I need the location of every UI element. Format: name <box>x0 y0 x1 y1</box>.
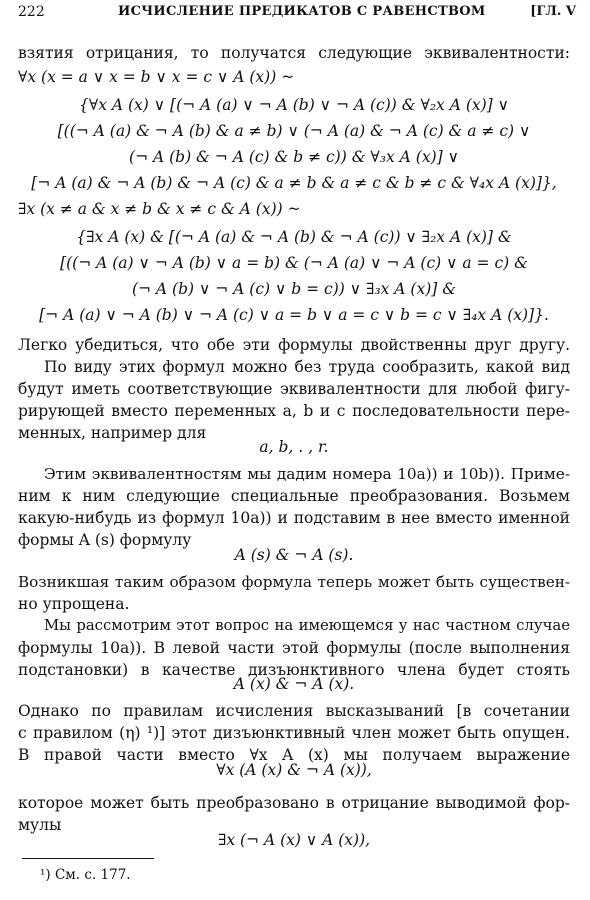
formula-line: [((¬ A (a) & ¬ A (b) & a ≠ b) ∨ (¬ A (a) & ¬ A (c) & a ≠ c) ∨ <box>57 122 531 140</box>
text-line: менных, например для <box>18 424 207 442</box>
text-line: В правой части вместо ∀x A (x) мы получаем выражение <box>18 746 570 764</box>
formula-line: (¬ A (b) ∨ ¬ A (c) ∨ b = c)) ∨ ∃₃x A (x)] & <box>131 280 457 298</box>
formula-line: [¬ A (a) ∨ ¬ A (b) ∨ ¬ A (c) ∨ a = b ∨ a = c ∨ b = c ∨ ∃₄x A (x)]}. <box>39 306 549 324</box>
formula-line: ∀x (x = a ∨ x = b ∨ x = c ∨ A (x)) ~ <box>18 68 295 86</box>
formula-line: [((¬ A (a) ∨ ¬ A (b) ∨ a = b) & (¬ A (a) ∨ ¬ A (c) ∨ a = c) & <box>60 254 528 272</box>
text-line: но упрощена. <box>18 595 130 613</box>
text-line: с правилом (η) ¹)] этот дизъюнктивный член может быть опущен. <box>18 724 570 742</box>
text-line: формы A (s) формулу <box>18 531 192 549</box>
text-line: Этим эквивалентностям мы дадим номера 10a)) и 10b)). Приме- <box>44 465 570 483</box>
footnote: ¹) См. с. 177. <box>40 867 131 883</box>
page-number: 222 <box>18 4 45 20</box>
text-line: Легко убедиться, что обе эти формулы двойственны друг другу. <box>18 336 570 354</box>
text-line: Возникшая таким образом формула теперь может быть существен- <box>18 573 570 591</box>
text-line: формулы 10a)). В левой части этой формулы (после выполнения <box>18 639 570 657</box>
text-line: мулы <box>18 816 62 834</box>
text-line: подстановки) в качестве дизъюнктивного члена будет стоять <box>18 661 570 679</box>
text-line: будут иметь соответствующие эквивалентности для любой фигу- <box>18 380 570 398</box>
text-line: Однако по правилам исчисления высказываний [в сочетании <box>18 702 570 720</box>
text-line: рирующей вместо переменных a, b и c последовательности пере- <box>18 402 570 420</box>
formula-line: (¬ A (b) & ¬ A (c) & b ≠ c)) & ∀₃x A (x)] ∨ <box>129 148 459 166</box>
text-line: которое может быть преобразовано в отрицание выводимой фор- <box>18 794 570 812</box>
formula-line: ∃x (x ≠ a & x ≠ b & x ≠ c & A (x)) ~ <box>18 200 301 218</box>
formula-line: A (x) & ¬ A (x). <box>233 675 355 693</box>
footnote-rule <box>22 858 154 859</box>
formula-line: ∃x (¬ A (x) ∨ A (x)), <box>217 831 371 849</box>
text-line: какую-нибудь из формул 10a)) и подставим в нее вместо именной <box>18 509 570 527</box>
formula-line: {∃x A (x) & [(¬ A (a) & ¬ A (b) & ¬ A (c)) ∨ ∃₂x A (x)] & <box>76 228 512 246</box>
running-title: ИСЧИСЛЕНИЕ ПРЕДИКАТОВ С РАВЕНСТВОМ <box>118 4 486 19</box>
text-line: Мы рассмотрим этот вопрос на имеющемся у нас частном случае <box>44 617 570 634</box>
formula-line: {∀x A (x) ∨ [(¬ A (a) ∨ ¬ A (b) ∨ ¬ A (c)) & ∀₂x A (x)] ∨ <box>79 96 509 114</box>
formula-line: a, b, . , r. <box>259 438 329 456</box>
text-line: ним к ним следующие специальные преобразования. Возьмем <box>18 487 570 505</box>
running-header <box>18 4 576 24</box>
chapter-label: [ГЛ. V <box>530 4 576 19</box>
formula-line: [¬ A (a) & ¬ A (b) & ¬ A (c) & a ≠ b & a ≠ c & b ≠ c & ∀₄x A (x)]}, <box>31 174 557 192</box>
formula-line: A (s) & ¬ A (s). <box>234 546 354 564</box>
text-line: По виду этих формул можно без труда сообразить, какой вид <box>44 358 570 376</box>
text-line: взятия отрицания, то получатся следующие эквивалентности: <box>18 44 570 62</box>
formula-line: ∀x (A (x) & ¬ A (x)), <box>216 761 372 779</box>
